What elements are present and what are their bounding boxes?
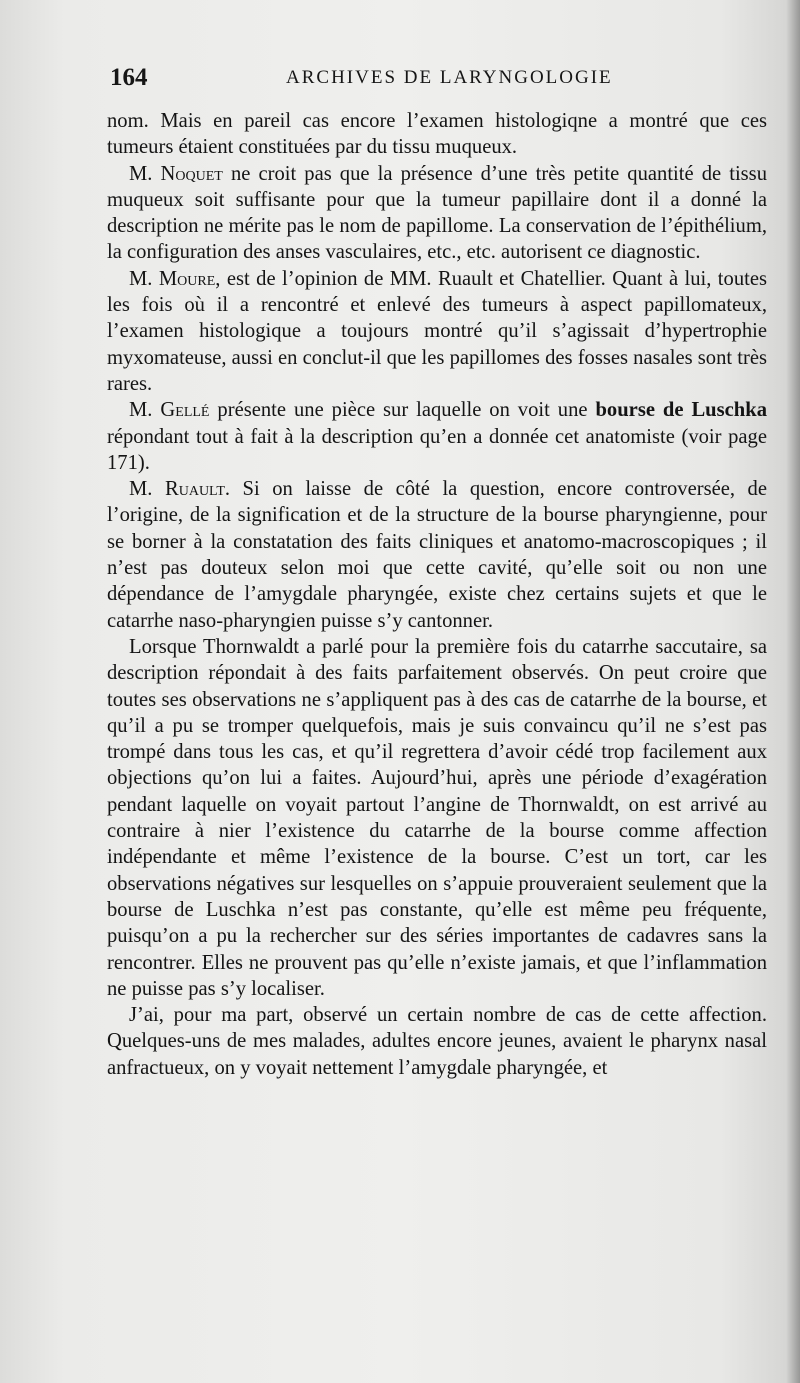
paragraph-text: , est de l’opinion de MM. Ruault et Chatellier. Quant à lui, toutes les fois où il a rencontré et enlevé des tumeurs à aspect papillomateux, l’examen histologique a toujours montré qu’il s’agissait d’hypertrophie myxomateuse, aussi en conclut-il que les papillomes des fosses nasales sont très rares. bbox=[107, 267, 768, 395]
paragraph-noquet bbox=[107, 161, 767, 266]
paragraph-text: J’ai, pour ma part, observé un certain nombre de cas de cette affection. Quelques-uns de mes malades, adultes encore jeunes, avaient le pharynx nasal anfractueux, on y voyait nettement l’amygdale pharyngée, et bbox=[107, 1004, 767, 1079]
page-edge-shadow bbox=[786, 0, 800, 1383]
speaker-name: M. Ruault. bbox=[129, 478, 231, 501]
paragraph-gelle bbox=[107, 397, 767, 476]
paragraph-text: Si on laisse de côté la question, encore controversée, de l’origine, de la signification et de la structure de la bourse pharyngienne, pour se borner à la constatation des faits cliniques et anatomo-macroscopiques ; il n’est pas douteux selon moi que cette cavité, qu’elle soit ou non une dépendance de l’amygdale pharyngée, existe chez certains sujets et que le catarrhe naso-pharyngien puisse s’y cantonner. bbox=[107, 478, 767, 632]
paragraph-text: nom. Mais en pareil cas encore l’examen histologiqne a montré que ces tumeurs étaient constituées par du tissu muqueux. bbox=[107, 110, 767, 159]
paragraph-text: présente une pièce sur laquelle on voit une bbox=[209, 399, 596, 422]
page-number: 164 bbox=[110, 64, 148, 91]
speaker-name: M. Gellé bbox=[129, 399, 210, 422]
paragraph-text: répondant tout à fait à la description qu’en a donnée cet anatomiste (voir page 171). bbox=[107, 425, 767, 474]
paragraph-thornwaldt bbox=[107, 634, 767, 1002]
speaker-name: M. Noquet bbox=[129, 162, 223, 185]
running-head: ARCHIVES DE LARYNGOLOGIE bbox=[286, 67, 613, 88]
bold-term: bourse de Luschka bbox=[595, 399, 767, 422]
paragraph-continuation bbox=[107, 108, 767, 161]
speaker-name: M. Moure bbox=[129, 267, 216, 290]
body-text bbox=[107, 108, 767, 1081]
paragraph-text: Lorsque Thornwaldt a parlé pour la première fois du catarrhe saccutaire, sa description répondait à des faits parfaitement observés. On peut croire que toutes ses observations ne s’appliquent pas à des cas de catarrhe de la bourse, et qu’il a pu se tromper quelquefois, mais je suis convaincu qu’il ne s’est pas trompé dans tous les cas, et qu’il regrettera d’avoir cédé trop facilement aux objections qu’on lui a faites. Aujourd’hui, après une période d’exagération pendant laquelle on voyait partout l’angine de Thornwaldt, on est arrivé au contraire à nier l’existence du catarrhe de la bourse comme affection indépendante et même l’existence de la bourse. C’est un tort, car les observations négatives sur lesquelles on s’appuie prouveraient seulement que la bourse de Luschka n’est pas constante, qu’elle est même peu fréquente, puisqu’on a pu la rechercher sur des séries importantes de cadavres sans la rencontrer. Elles ne prouvent pas qu’elle n’existe jamais, et que l’inflammation ne puisse pas s’y localiser. bbox=[107, 635, 767, 1000]
paragraph-observations bbox=[107, 1002, 767, 1081]
paragraph-moure bbox=[107, 266, 767, 397]
paragraph-ruault bbox=[107, 476, 767, 634]
page-header bbox=[110, 64, 670, 104]
paragraph-text: ne croit pas que la présence d’une très petite quantité de tissu muqueux soit suffisante pour que la tumeur papillaire dont il a donné la description ne mérite pas le nom de papillome. La conservation de l’épithélium, la configuration des anses vasculaires, etc., etc. autorisent ce diagnostic. bbox=[107, 162, 767, 264]
